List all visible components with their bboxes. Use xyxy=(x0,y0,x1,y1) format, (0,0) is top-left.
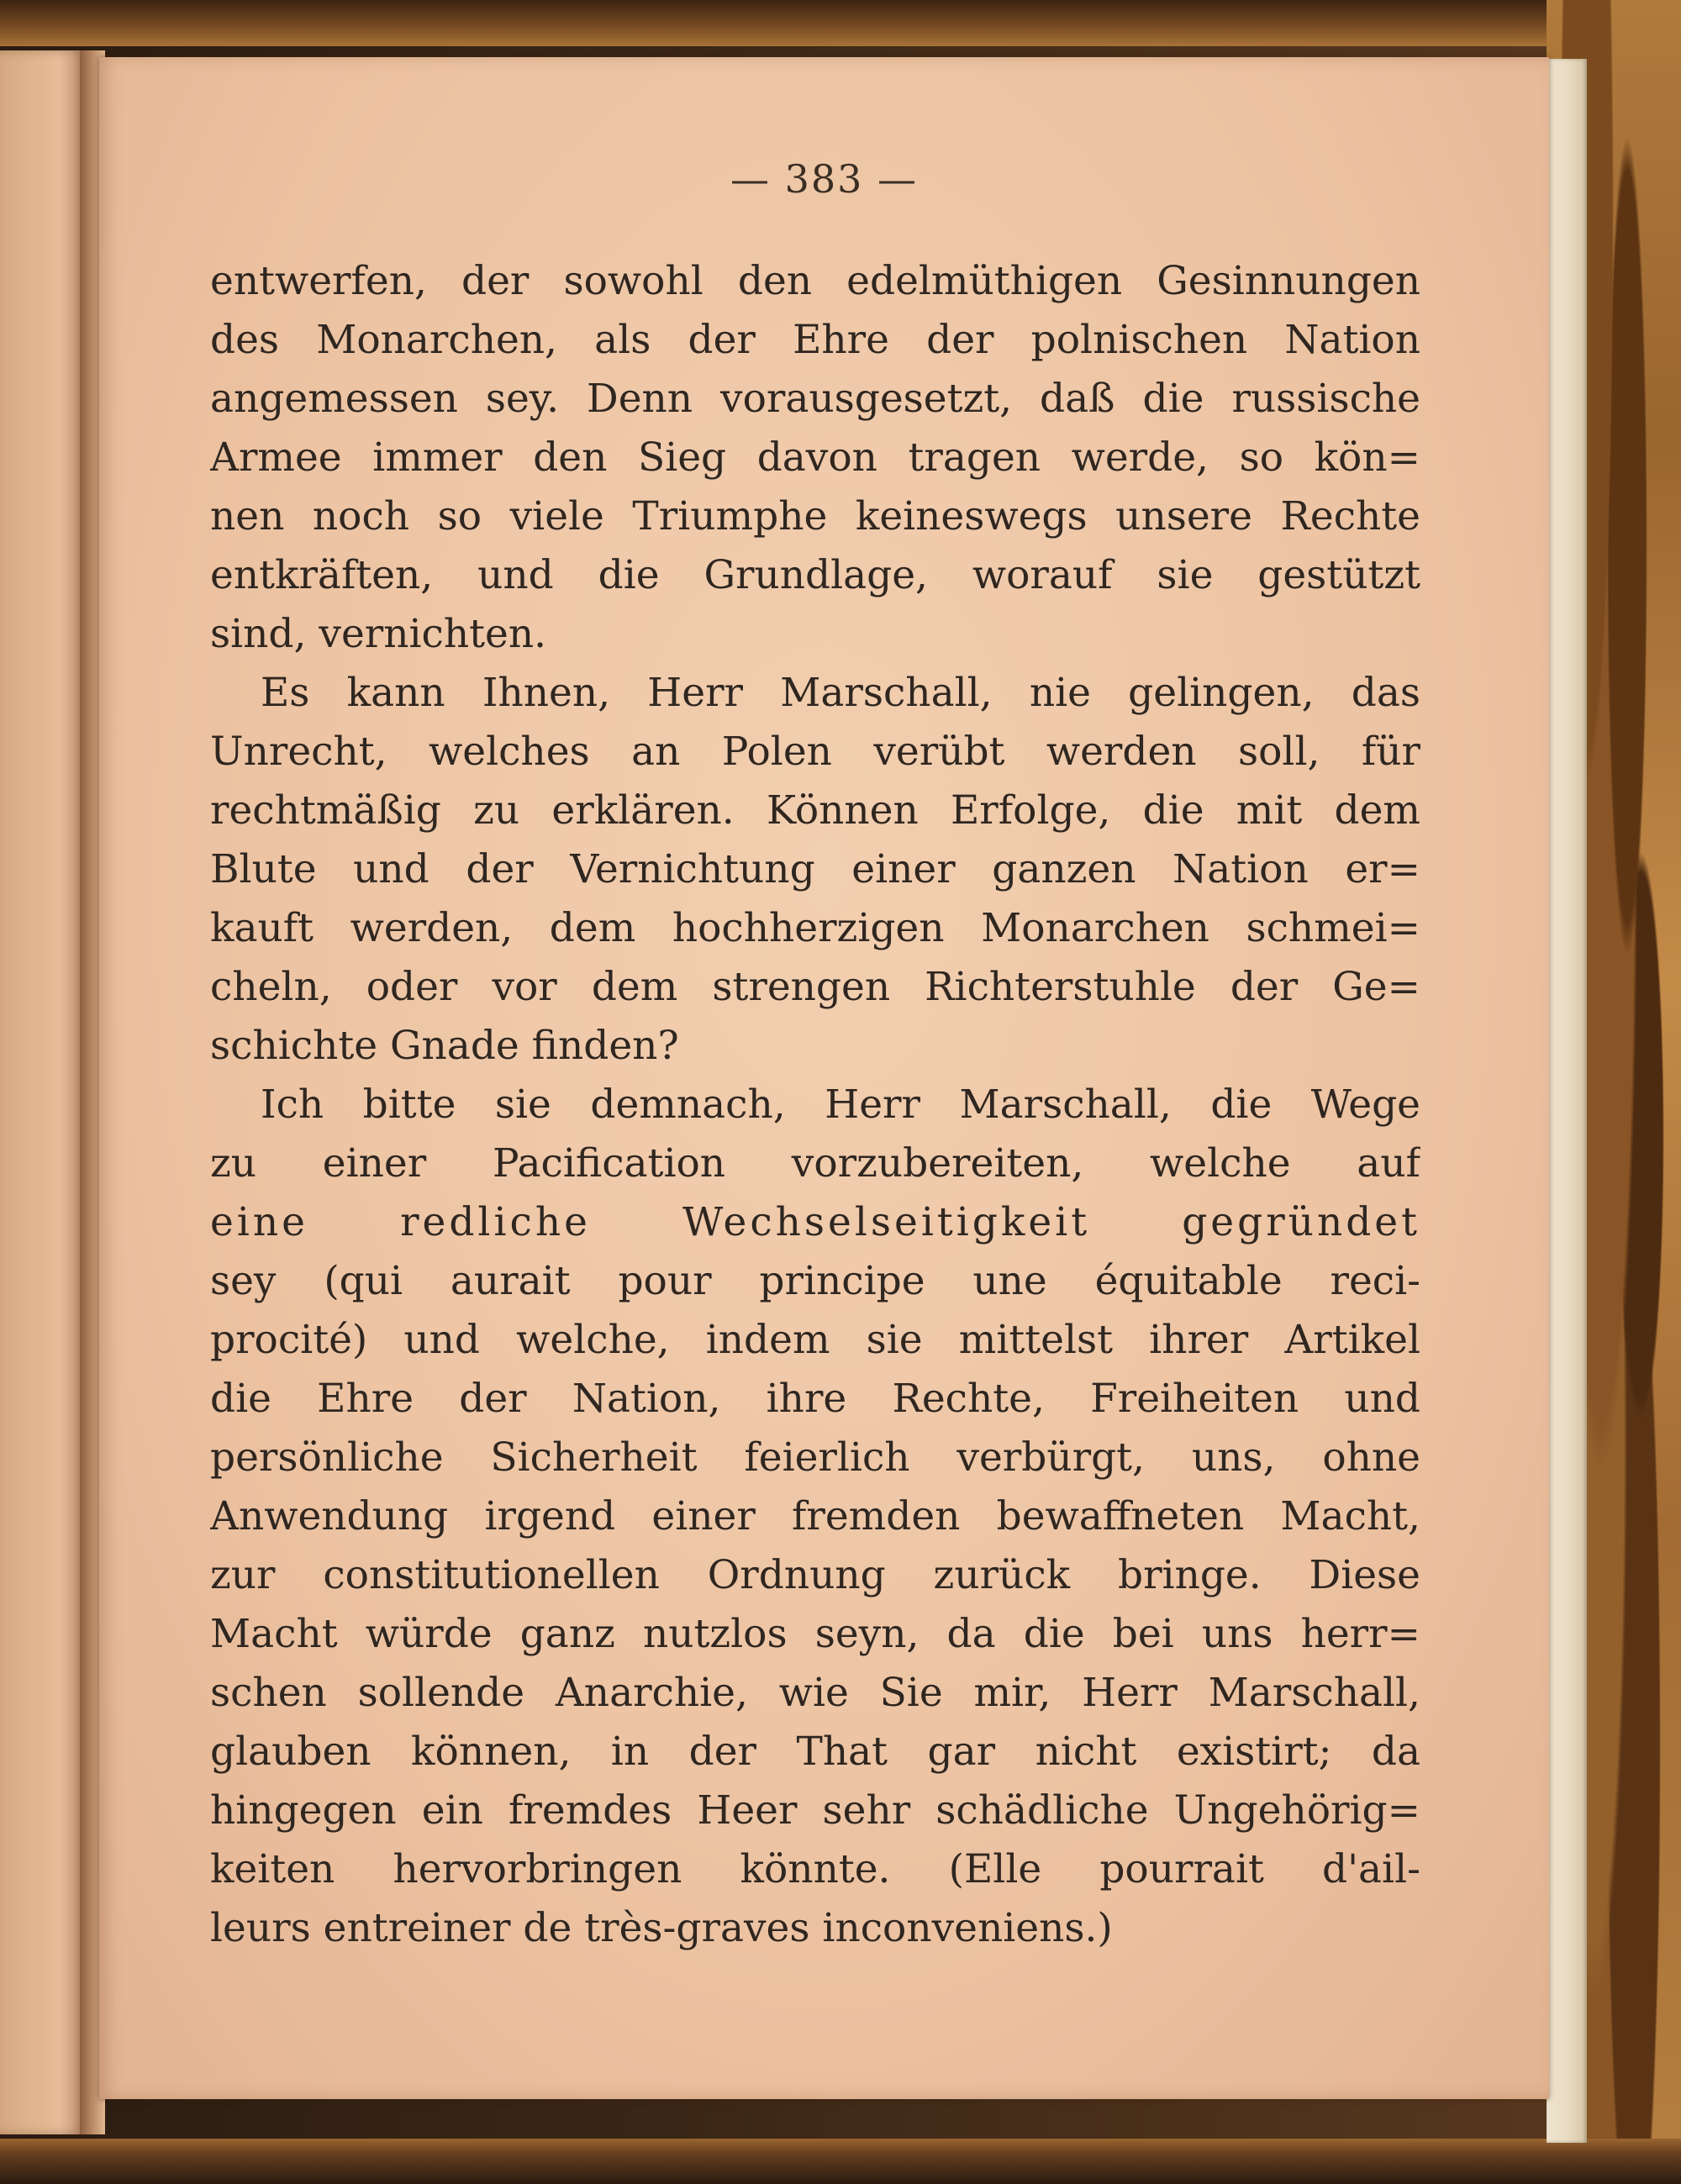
book-cover-top-edge xyxy=(0,0,1681,46)
text-line: kauft werden, dem hochherzigen Monarchen schmei= xyxy=(210,905,1420,951)
text-line: sey (qui aurait pour principe une équitable reci- xyxy=(210,1258,1420,1304)
text-line: nen noch so viele Triumphe keineswegs unsere Rechte xyxy=(210,493,1420,539)
text-line: Anwendung irgend einer fremden bewaffneten Macht, xyxy=(210,1493,1420,1539)
text-line: Blute und der Vernichtung einer ganzen Nation er= xyxy=(210,846,1420,892)
text-line: Armee immer den Sieg davon tragen werde, so kön= xyxy=(210,434,1420,481)
text-line: Unrecht, welches an Polen verübt werden soll, für xyxy=(210,729,1420,775)
text-line: Macht würde ganz nutzlos seyn, da die bei uns herr= xyxy=(210,1611,1420,1657)
text-line: die Ehre der Nation, ihre Rechte, Freiheiten und xyxy=(210,1376,1420,1422)
text-line: cheln, oder vor dem strengen Richterstuhle der Ge= xyxy=(210,964,1420,1010)
text-line: entkräften, und die Grundlage, worauf sie gestützt xyxy=(210,552,1420,598)
text-line: keiten hervorbringen könnte. (Elle pourrait d'ail- xyxy=(210,1846,1420,1892)
text-line: Es kann Ihnen, Herr Marschall, nie gelingen, das xyxy=(261,670,1420,716)
text-line: schen sollende Anarchie, wie Sie mir, Herr Marschall, xyxy=(210,1670,1420,1716)
text-line: glauben können, in der That gar nicht existirt; da xyxy=(210,1729,1420,1775)
page-stack-edge xyxy=(1547,59,1587,2143)
text-line: zur constitutionellen Ordnung zurück bringe. Diese xyxy=(210,1552,1420,1598)
book-page xyxy=(99,57,1549,2099)
book-cover-bottom-edge xyxy=(0,2139,1681,2184)
text-line: persönliche Sicherheit feierlich verbürgt, uns, ohne xyxy=(210,1434,1420,1481)
text-line: rechtmäßig zu erklären. Können Erfolge, die mit dem xyxy=(210,787,1420,834)
text-line: Ich bitte sie demnach, Herr Marschall, die Wege xyxy=(261,1081,1420,1128)
text-line: des Monarchen, als der Ehre der polnischen Nation xyxy=(210,317,1420,363)
text-line: angemessen sey. Denn vorausgesetzt, daß die russische xyxy=(210,376,1420,422)
text-line: entwerfen, der sowohl den edelmüthigen Gesinnungen xyxy=(210,258,1420,304)
page-number: — 383 — xyxy=(730,156,919,202)
text-line: schichte Gnade finden? xyxy=(210,1023,679,1069)
page-text xyxy=(210,252,1420,1958)
text-line: leurs entreiner de très-graves inconveniens.) xyxy=(210,1905,1113,1951)
text-line: zu einer Pacification vorzubereiten, welche auf xyxy=(210,1140,1420,1187)
left-facing-page xyxy=(0,50,84,2134)
text-line: procité) und welche, indem sie mittelst ihrer Artikel xyxy=(210,1317,1420,1363)
text-line: hingegen ein fremdes Heer sehr schädliche Ungehörig= xyxy=(210,1787,1420,1834)
text-line: eine redliche Wechselseitigkeit gegründet xyxy=(210,1199,1420,1245)
text-line: sind, vernichten. xyxy=(210,611,547,657)
